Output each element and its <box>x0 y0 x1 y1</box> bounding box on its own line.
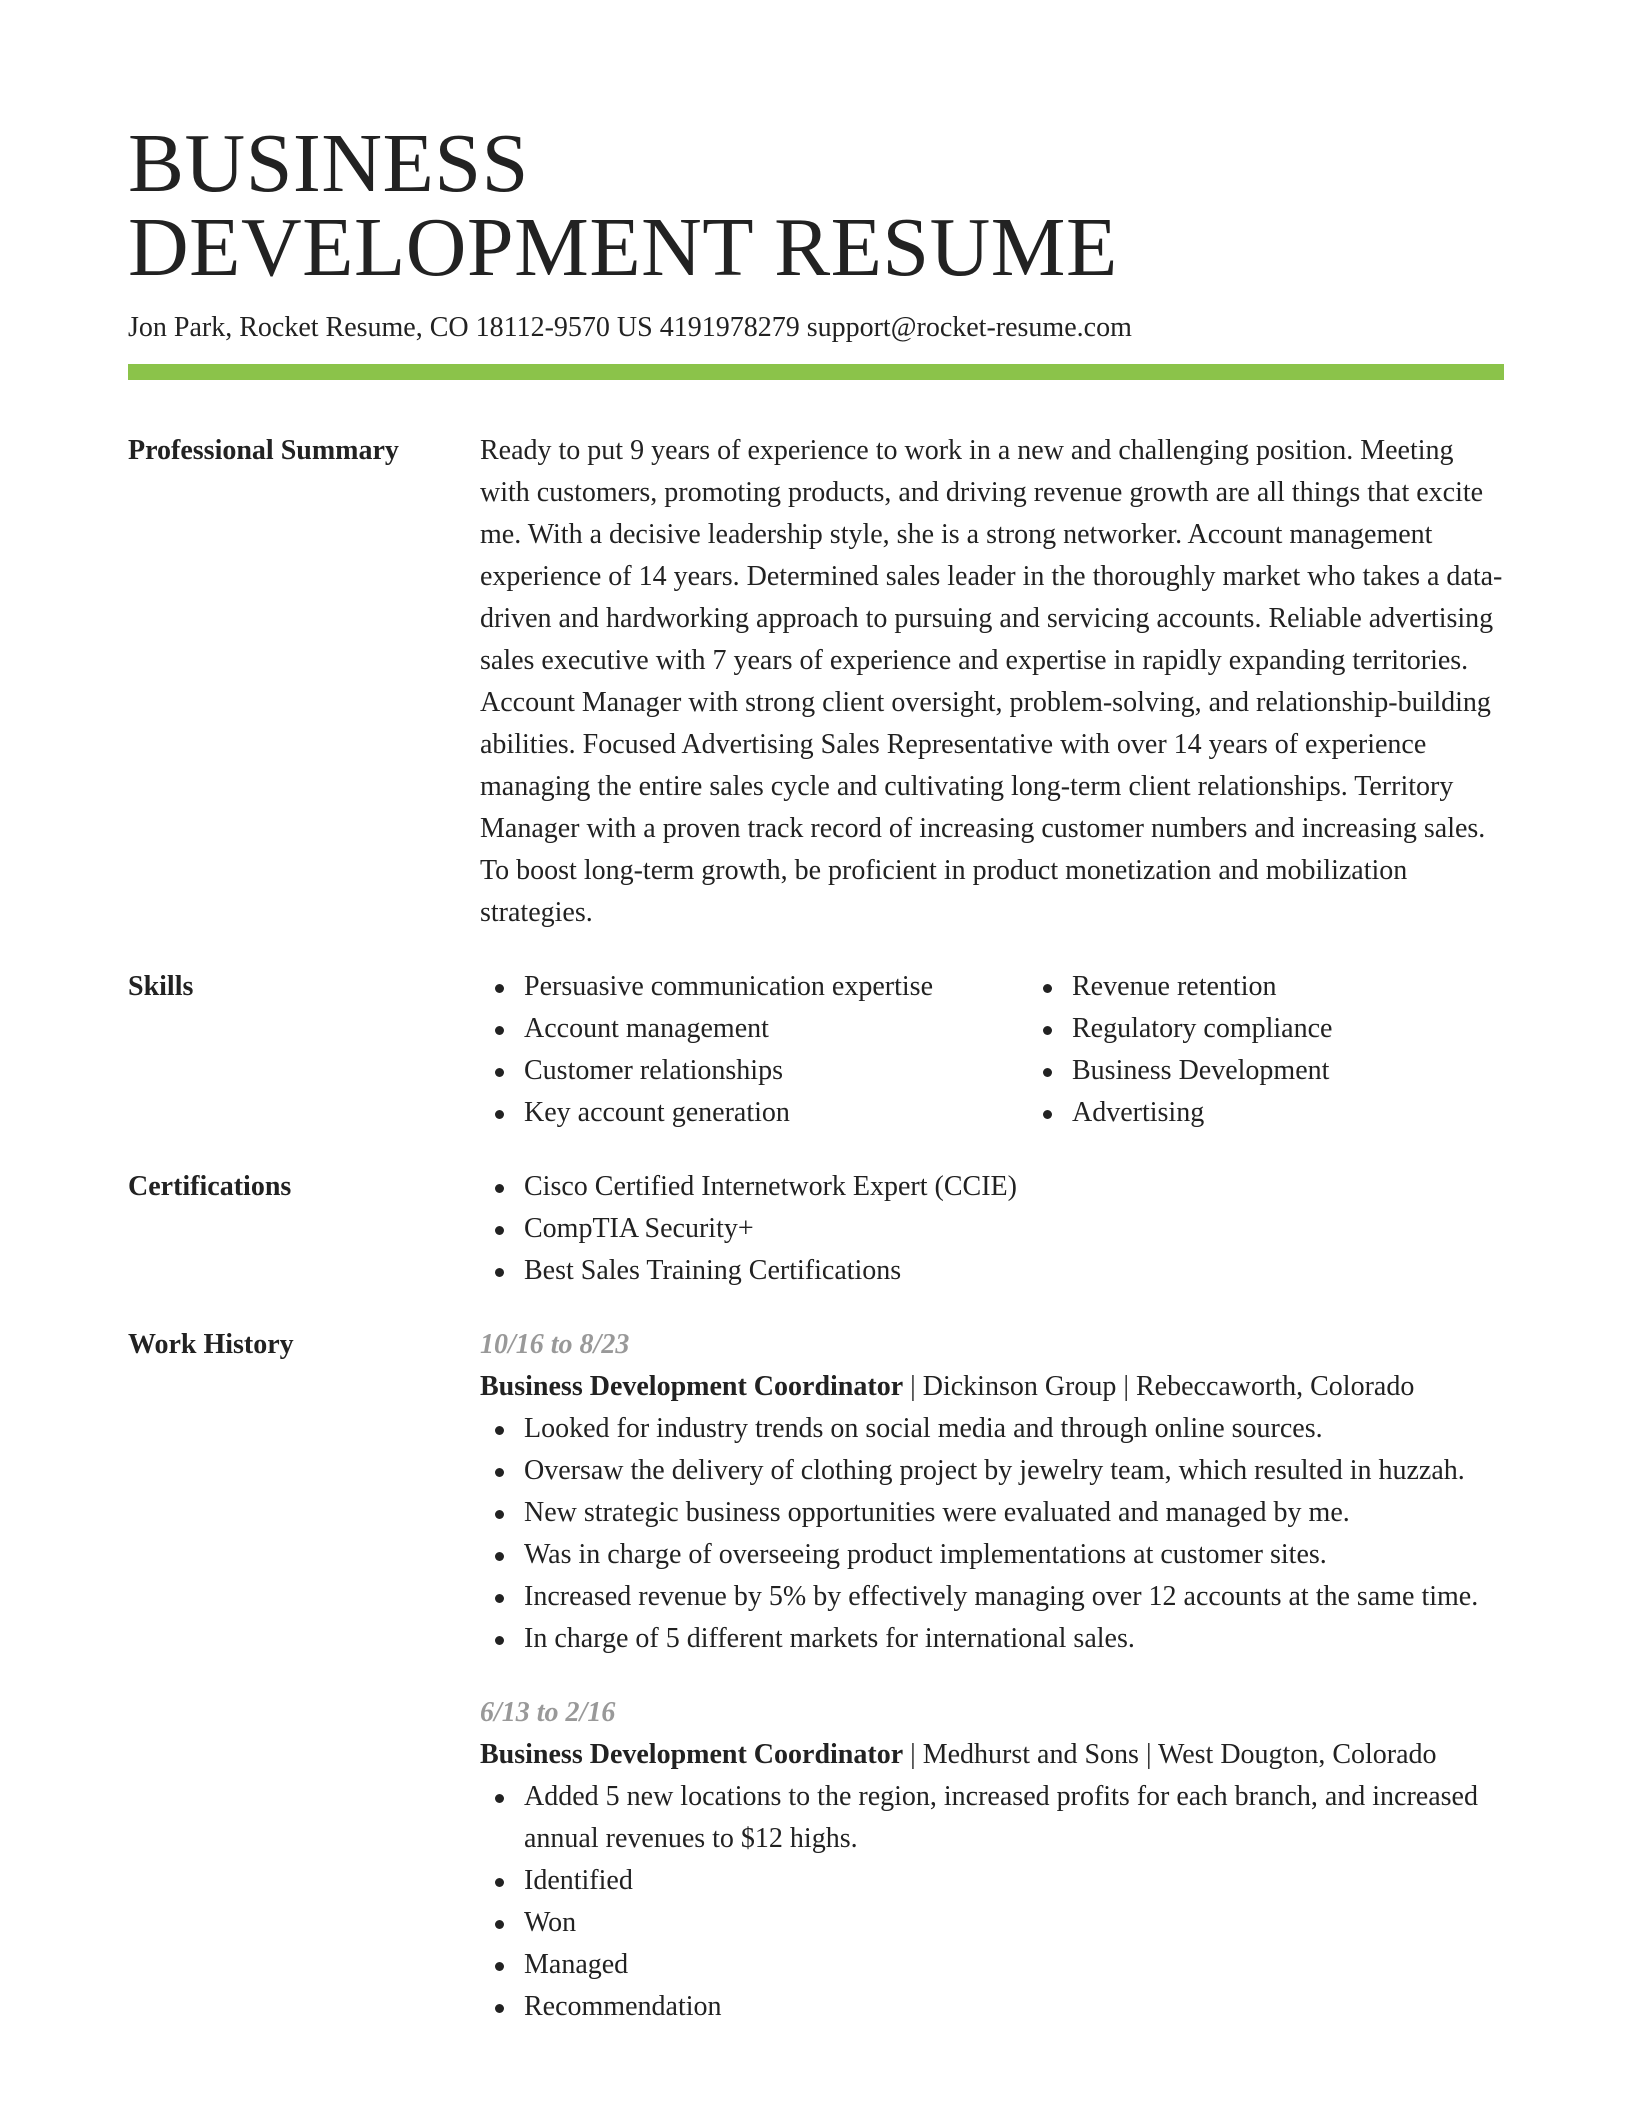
accent-divider <box>128 364 1504 380</box>
title-line-2: DEVELOPMENT RESUME <box>128 201 1118 294</box>
job-bullet: New strategic business opportunities were evaluated and managed by me. <box>524 1492 1504 1534</box>
summary-section <box>128 430 1504 934</box>
job-title: Business Development Coordinator <box>480 1371 904 1402</box>
skill-item: Regulatory compliance <box>1072 1008 1472 1050</box>
job-bullet: Looked for industry trends on social media and through online sources. <box>524 1408 1504 1450</box>
certification-item: Best Sales Training Certifications <box>524 1250 1504 1292</box>
job-bullet: Added 5 new locations to the region, increased profits for each branch, and increased annual revenues to $12 highs. <box>524 1776 1504 1860</box>
skill-item: Persuasive communication expertise <box>524 966 1028 1008</box>
job-bullets <box>480 1408 1504 1660</box>
job-date: 6/13 to 2/16 <box>480 1697 616 1728</box>
skill-item: Revenue retention <box>1072 966 1472 1008</box>
job-heading <box>480 1366 1504 1408</box>
skill-item: Account management <box>524 1008 1028 1050</box>
job-date: 10/16 to 8/23 <box>480 1329 630 1360</box>
job-bullet: Was in charge of overseeing product implementations at customer sites. <box>524 1534 1504 1576</box>
skill-item: Business Development <box>1072 1050 1472 1092</box>
job-bullets <box>480 1776 1504 2028</box>
summary-text: Ready to put 9 years of experience to work in a new and challenging position. Meeting with customers, promoting products, and driving revenue growth are all things that excite me. With a decisive leadership style, she is a strong networker. Account management experience of 14 years. Determined sales leader in the thoroughly market who takes a data-driven and hardworking approach to pursuing and servicing accounts. Reliable advertising sales executive with 7 years of experience and expertise in rapidly expanding territories. Account Manager with strong client oversight, problem-solving, and relationship-building abilities. Focused Advertising Sales Representative with over 14 years of experience managing the entire sales cycle and cultivating long-term client relationships. Territory Manager with a proven track record of increasing customer numbers and increasing sales. To boost long-term growth, be proficient in product monetization and mobilization strategies. <box>480 435 1503 928</box>
skill-item: Customer relationships <box>524 1050 1028 1092</box>
job-bullet: In charge of 5 different markets for international sales. <box>524 1618 1504 1660</box>
certifications-body <box>480 1166 1504 1292</box>
job-bullet: Increased revenue by 5% by effectively managing over 12 accounts at the same time. <box>524 1576 1504 1618</box>
summary-label: Professional Summary <box>128 435 399 466</box>
job-bullet: Recommendation <box>524 1986 1504 2028</box>
certification-item: Cisco Certified Internetwork Expert (CCIE) <box>524 1166 1504 1208</box>
certification-item: CompTIA Security+ <box>524 1208 1504 1250</box>
work-history-label: Work History <box>128 1329 294 1360</box>
job-heading <box>480 1734 1504 1776</box>
work-history-section <box>128 1324 1504 2028</box>
skills-column-1 <box>480 966 1028 1134</box>
title-line-1: BUSINESS <box>128 117 529 210</box>
job-entry <box>480 1324 1504 1660</box>
job-details: | Dickinson Group | Rebeccaworth, Colorado <box>903 1371 1415 1402</box>
skills-grid <box>480 966 1504 1134</box>
skill-item: Advertising <box>1072 1092 1472 1134</box>
job-bullet: Managed <box>524 1944 1504 1986</box>
contact-info: Jon Park, Rocket Resume, CO 18112-9570 US 4191978279 support@rocket-resume.com <box>128 312 1132 343</box>
job-entry <box>480 1692 1504 2028</box>
job-bullet: Identified <box>524 1860 1504 1902</box>
certifications-list <box>480 1166 1504 1292</box>
certifications-section <box>128 1166 1504 1292</box>
job-title: Business Development Coordinator <box>480 1739 904 1770</box>
work-history-body <box>480 1324 1504 2028</box>
skills-section <box>128 966 1504 1134</box>
certifications-label: Certifications <box>128 1171 292 1202</box>
job-bullet: Won <box>524 1902 1504 1944</box>
job-details: | Medhurst and Sons | West Dougton, Colorado <box>903 1739 1437 1770</box>
job-bullet: Oversaw the delivery of clothing project by jewelry team, which resulted in huzzah. <box>524 1450 1504 1492</box>
skills-label: Skills <box>128 971 194 1002</box>
resume-title <box>128 117 1504 294</box>
skills-column-2 <box>1028 966 1472 1134</box>
skill-item: Key account generation <box>524 1092 1028 1134</box>
